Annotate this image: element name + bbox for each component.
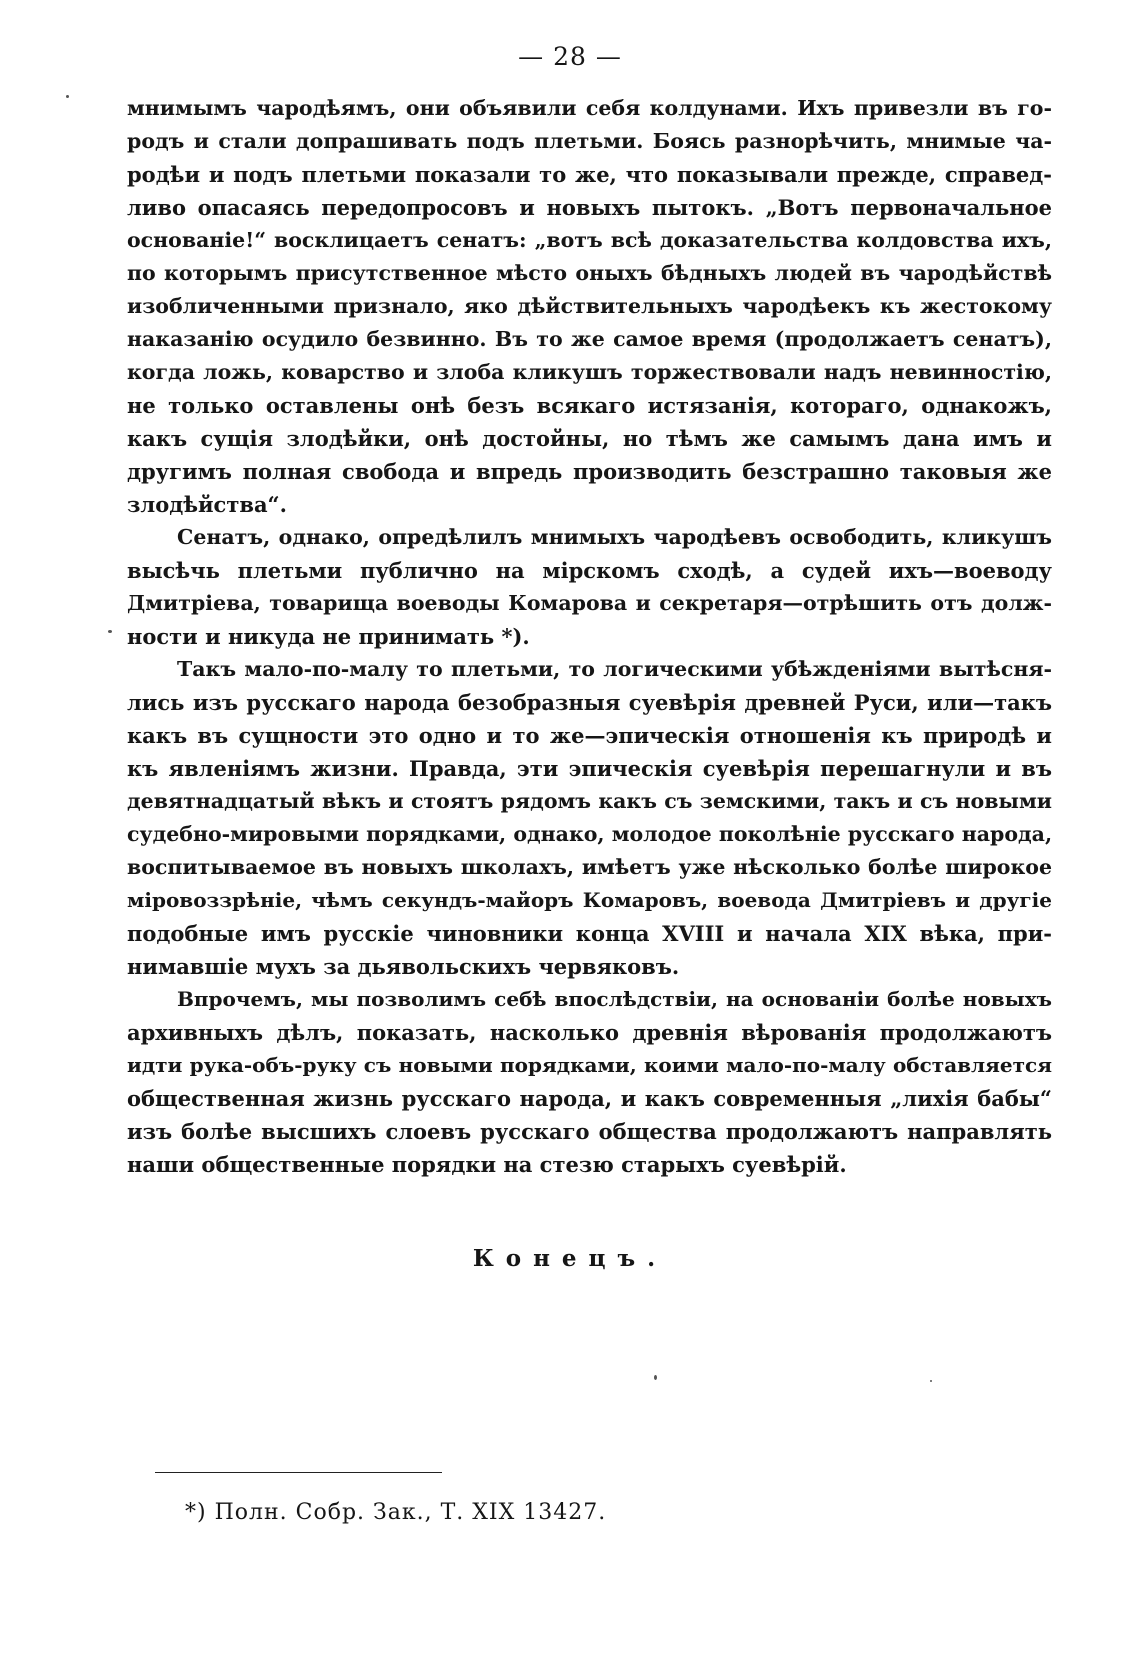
text-line: Такъ мало-по-малу то плетьми, то логическими убѣжденіями вытѣсня- [177,657,1052,681]
text-line: родѣи и подъ плетьми показали то же, что показывали прежде, справед- [127,162,1052,187]
scan-speck [654,1375,657,1380]
text-line: Сенатъ, однако, опредѣлилъ мнимыхъ чародѣевъ освободить, кликушъ [177,525,1052,549]
text-line: наши общественные порядки на стезю старыхъ суевѣрій. [127,1152,847,1177]
ending-word: Конецъ. [472,1245,668,1272]
footnote: *) Полн. Собр. Зак., Т. XIX 13427. [185,1500,607,1525]
scan-speck [930,1380,932,1382]
text-line: ности и никуда не принимать *). [127,624,530,649]
scan-speck [108,630,112,633]
text-line: Дмитріева, товарища воеводы Комарова и секретаря—отрѣшить отъ долж- [127,591,1052,615]
text-line: основаніе!“ восклицаетъ сенатъ: „вотъ всѣ доказательства колдовства ихъ, [127,228,1052,252]
text-line: нимавшіе мухъ за дьявольскихъ червяковъ. [127,954,680,979]
footnote-rule [155,1472,442,1473]
text-line: ливо опасаясь передопросовъ и новыхъ пытокъ. „Вотъ первоначальное [127,195,1052,220]
text-line: архивныхъ дѣлъ, показать, насколько древнія вѣрованія продолжаютъ [127,1020,1052,1045]
text-line: идти рука-объ-руку съ новыми порядками, коими мало-по-малу обставляется [127,1053,1052,1077]
text-line: міровоззрѣніе, чѣмъ секундъ-майоръ Комаровъ, воевода Дмитріевъ и другіе [127,888,1052,912]
text-line: общественная жизнь русскаго народа, и какъ современныя „лихія бабы“ [127,1086,1052,1111]
text-line: когда ложь, коварство и злоба кликушъ торжествовали надъ невинностію, [127,360,1052,384]
text-line: подобные имъ русскіе чиновники конца XVIII и начала XIX вѣка, при- [127,921,1052,946]
text-line: изъ болѣе высшихъ слоевъ русскаго общества продолжаютъ направлять [127,1119,1052,1144]
text-line: судебно-мировыми порядками, однако, молодое поколѣніе русскаго народа, [127,822,1052,846]
page-number: — 28 — [518,42,622,71]
scan-speck [66,95,69,98]
body-text [127,92,1052,1181]
text-line: другимъ полная свобода и впредь производить безстрашно таковыя же [127,459,1052,484]
text-line: по которымъ присутственное мѣсто оныхъ бѣдныхъ людей въ чародѣйствѣ [127,261,1052,285]
text-line: родъ и стали допрашивать подъ плетьми. Боясь разнорѣчить, мнимые ча- [127,129,1052,153]
text-line: изобличенными признало, яко дѣйствительныхъ чародѣекъ къ жестокому [127,294,1052,318]
text-line: лись изъ русскаго народа безобразныя суевѣрія древней Руси, или—такъ [127,690,1052,715]
text-line: девятнадцатый вѣкъ и стоятъ рядомъ какъ съ земскими, такъ и съ новыми [127,789,1052,813]
text-line: мнимымъ чародѣямъ, они объявили себя колдунами. Ихъ привезли въ го- [127,96,1052,120]
text-line: какъ сущія злодѣйки, онѣ достойны, но тѣмъ же самымъ дана имъ и [127,426,1052,451]
text-line: злодѣйства“. [127,492,287,517]
text-line: не только оставлены онѣ безъ всякаго истязанія, котораго, однакожъ, [127,393,1052,418]
text-line: къ явленіямъ жизни. Правда, эти эпическія суевѣрія перешагнули и въ [127,756,1052,781]
text-line: Впрочемъ, мы позволимъ себѣ впослѣдствіи, на основаніи болѣе новыхъ [177,987,1052,1011]
text-line: воспитываемое въ новыхъ школахъ, имѣетъ уже нѣсколько болѣе широкое [127,855,1052,879]
text-line: наказанію осудило безвинно. Въ то же самое время (продолжаетъ сенатъ), [127,327,1052,351]
text-line: высѣчь плетьми публично на мірскомъ сходѣ, а судей ихъ—воеводу [127,558,1052,583]
text-line: какъ въ сущности это одно и то же—эпическія отношенія къ природѣ и [127,723,1052,748]
